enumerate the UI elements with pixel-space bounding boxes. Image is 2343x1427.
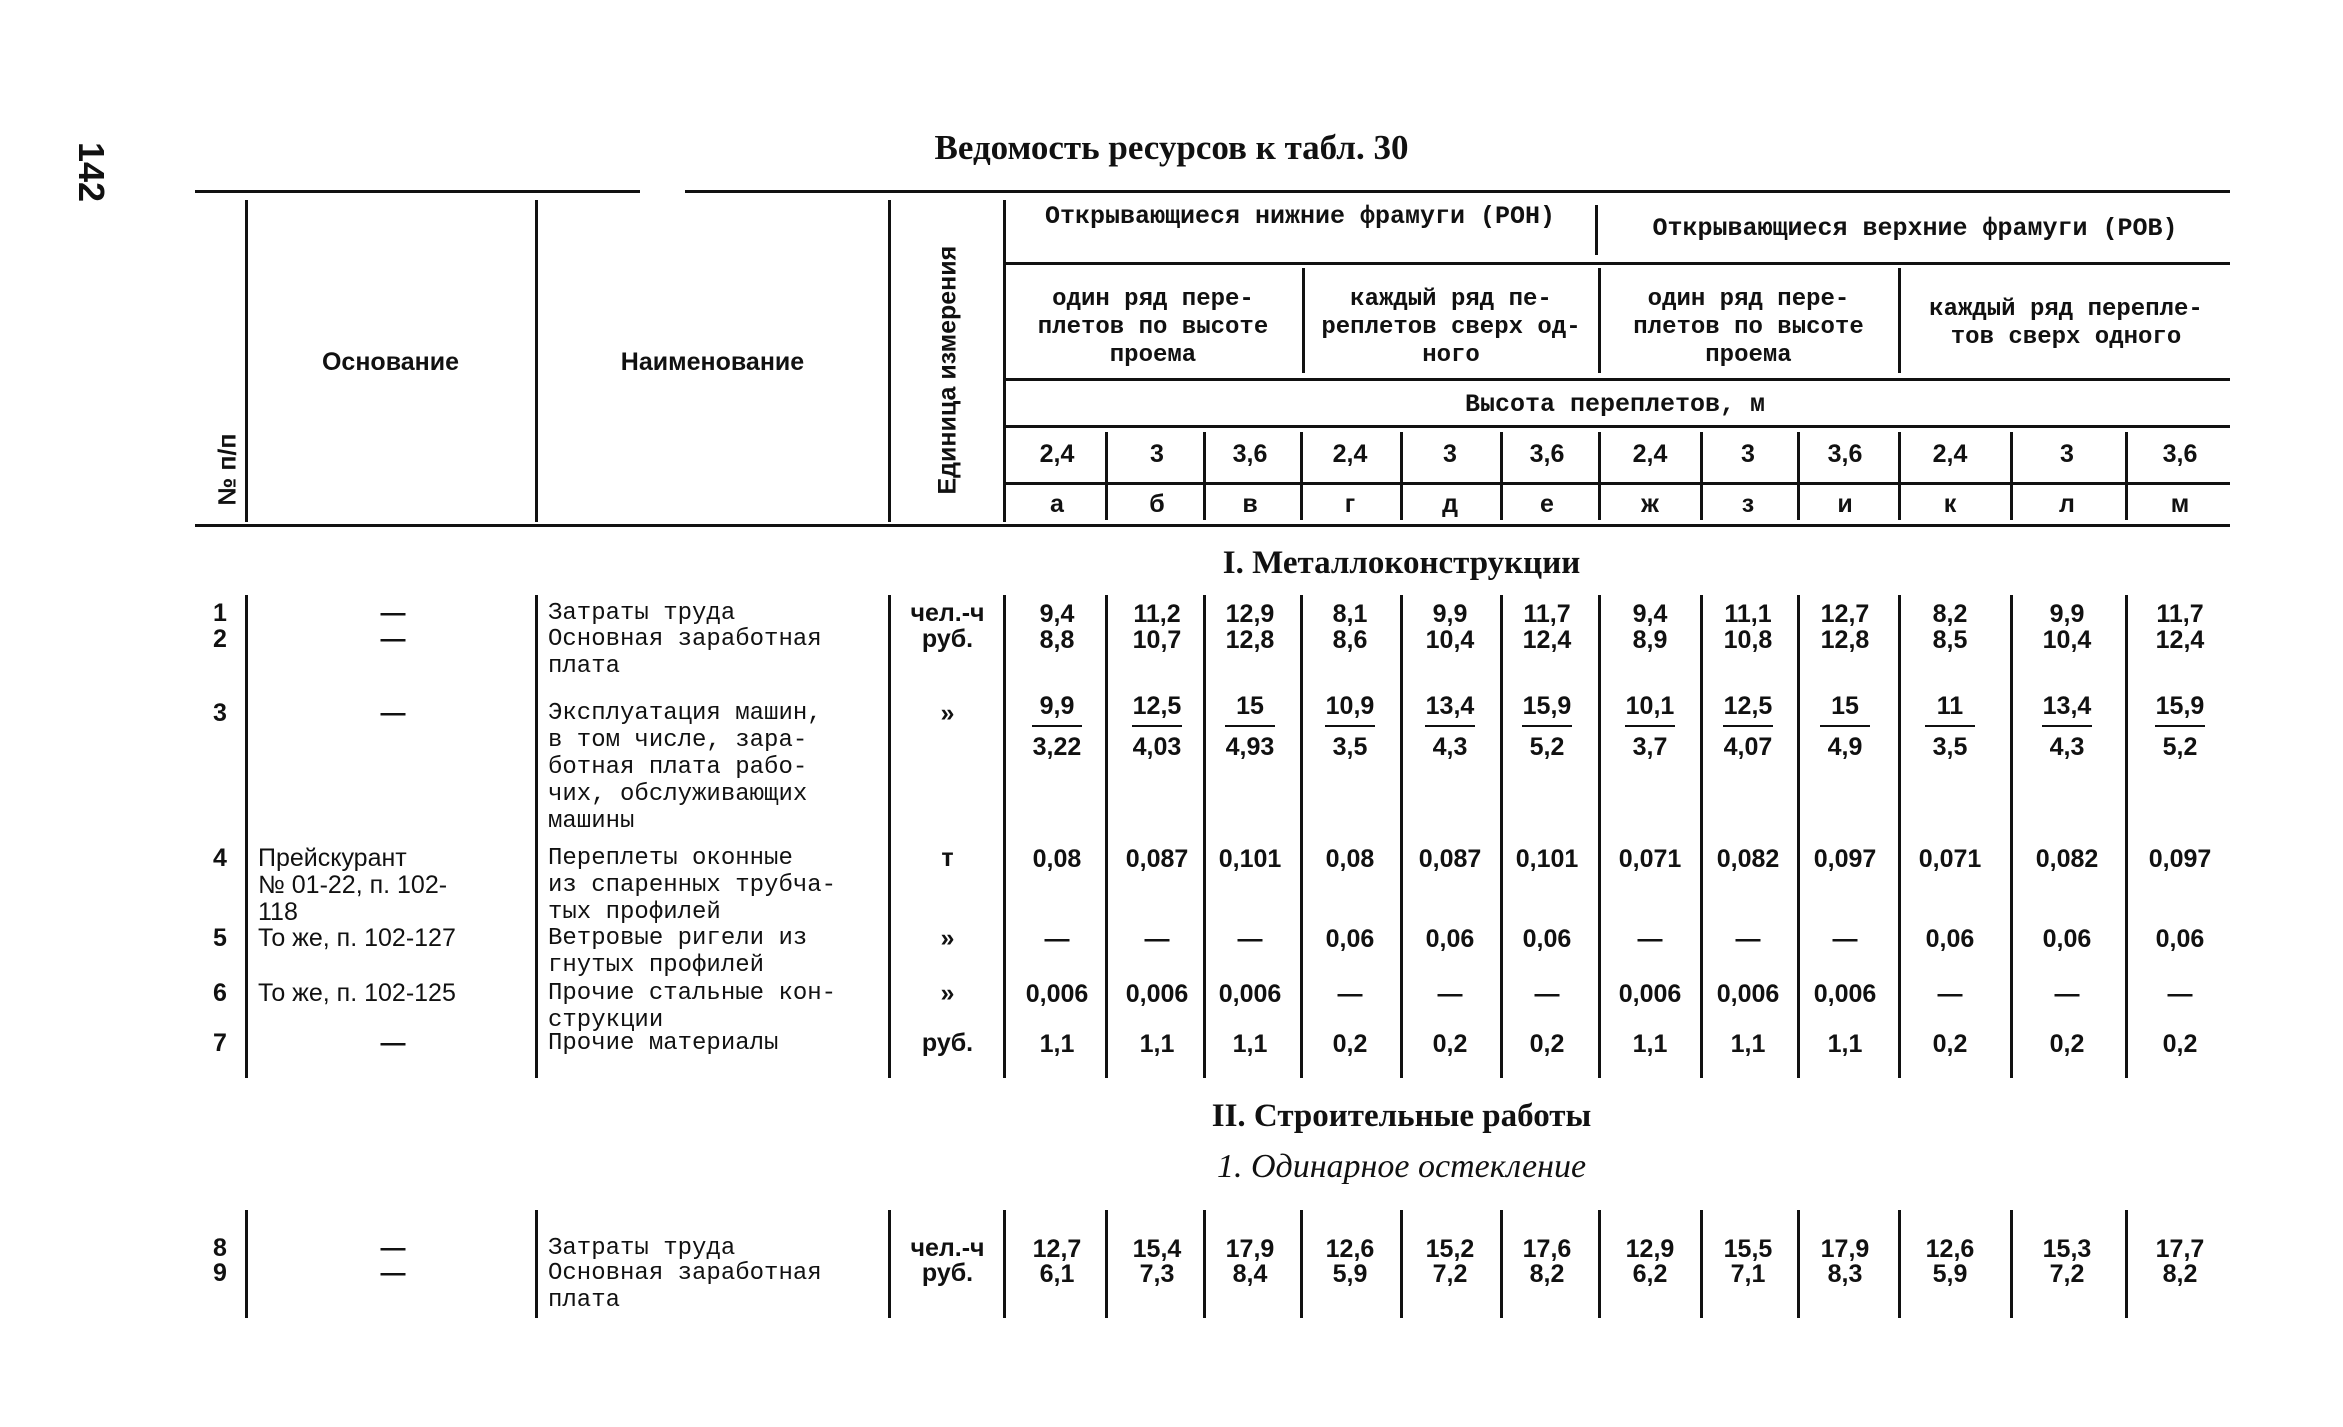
row-value: 0,006 <box>1618 980 1682 1008</box>
row-name-line: струкции <box>548 1007 664 1034</box>
row-value: 0,071 <box>1918 845 1982 873</box>
group-lower: Открывающиеся нижние фрамуги (РОН) <box>1044 202 1556 231</box>
height-cell: 3,6 <box>1232 440 1268 468</box>
row-value: — <box>1735 925 1761 953</box>
row-unit: руб. <box>921 1259 974 1287</box>
row-name-line: ботная плата рабо- <box>548 754 808 781</box>
row-value: 1,1 <box>1232 1030 1268 1058</box>
row-value: 15,3 <box>2042 1235 2092 1263</box>
fraction-bottom: 4,03 <box>1132 733 1182 761</box>
fraction-top: 13,4 <box>2042 692 2092 727</box>
letter-rule <box>1003 482 2230 485</box>
row-unit: чел.-ч <box>910 599 985 627</box>
body-value-rule <box>1898 595 1901 1078</box>
row-value: 12,7 <box>1820 600 1870 628</box>
row-name-line: Основная заработная <box>548 626 822 653</box>
body-value-rule <box>1598 1210 1601 1318</box>
row-basis-line: Прейскурант <box>258 844 407 872</box>
header-num: № п/п <box>213 433 242 506</box>
col-rule-3 <box>888 200 891 522</box>
row-value: 0,006 <box>1716 980 1780 1008</box>
row-value: 0,097 <box>2148 845 2212 873</box>
row-number: 6 <box>213 979 227 1007</box>
row-value: 6,2 <box>1632 1260 1668 1288</box>
row-value: 11,7 <box>1523 600 1571 628</box>
row-value: 0,101 <box>1515 845 1579 873</box>
group-split-rule <box>1595 205 1598 255</box>
row-name-line: Затраты труда <box>548 600 736 627</box>
height-cell: 2,4 <box>1932 440 1968 468</box>
row-fraction <box>1109 692 1205 762</box>
row-fraction <box>2132 692 2228 762</box>
row-fraction <box>1402 692 1498 762</box>
row-value: 8,2 <box>1529 1260 1565 1288</box>
row-value: 12,9 <box>1625 1235 1675 1263</box>
fraction-top: 9,9 <box>1032 692 1082 727</box>
row-value: 8,1 <box>1332 600 1368 628</box>
row-fraction <box>2019 692 2115 762</box>
row-unit: » <box>940 979 955 1007</box>
height-col-rule <box>2010 432 2013 520</box>
subgroup-3 <box>1601 286 1896 370</box>
row-number: 3 <box>213 699 227 727</box>
fraction-top: 10,1 <box>1625 692 1675 727</box>
row-value: 15,4 <box>1132 1235 1182 1263</box>
row-value: 0,2 <box>1932 1030 1968 1058</box>
height-col-rule <box>1797 432 1800 520</box>
row-value: 9,4 <box>1039 600 1075 628</box>
header-bottom-rule <box>195 524 2230 527</box>
subgroup-3-line1: один ряд пере- <box>1647 286 1850 313</box>
row-fraction <box>1902 692 1998 762</box>
row-basis-line: 118 <box>258 898 298 926</box>
row-value: — <box>1637 925 1663 953</box>
row-basis: — <box>380 699 406 727</box>
row-value: 10,7 <box>1132 626 1182 654</box>
subgroup-1-line1: один ряд пере- <box>1052 286 1254 313</box>
letter-cell: л <box>2059 490 2075 518</box>
height-col-rule <box>1400 432 1403 520</box>
row-basis: — <box>380 625 406 653</box>
row-name-line: тых профилей <box>548 899 721 926</box>
row-name-line: плата <box>548 653 621 680</box>
row-value: 0,06 <box>2155 925 2205 953</box>
col-rule-2 <box>535 200 538 522</box>
body-value-rule <box>1598 595 1601 1078</box>
row-unit: т <box>941 844 954 872</box>
fraction-bottom: 4,07 <box>1723 733 1773 761</box>
height-cell: 2,4 <box>1039 440 1075 468</box>
letter-cell: ж <box>1641 490 1659 518</box>
subsection-single-glazing: 1. Одинарное остекление <box>1216 1148 1587 1185</box>
row-value: 0,2 <box>1332 1030 1368 1058</box>
height-rule <box>1003 425 2230 428</box>
fraction-top: 12,5 <box>1132 692 1182 727</box>
row-number: 7 <box>213 1029 227 1057</box>
row-name-line: из спаренных трубча- <box>548 872 837 899</box>
row-value: — <box>1832 925 1858 953</box>
header-top-rule-left <box>195 190 640 193</box>
row-value: 8,2 <box>2162 1260 2198 1288</box>
height-col-rule <box>2125 432 2128 520</box>
height-cell: 3 <box>2060 440 2074 468</box>
fraction-top: 13,4 <box>1425 692 1475 727</box>
row-value: 7,2 <box>1432 1260 1468 1288</box>
row-value: 9,9 <box>1432 600 1468 628</box>
fraction-bottom: 5,2 <box>1529 733 1565 761</box>
row-value: 1,1 <box>1827 1030 1863 1058</box>
row-value: 0,101 <box>1218 845 1282 873</box>
subgroup-1-line3: проема <box>1109 342 1197 369</box>
body-col-rule <box>245 1210 248 1318</box>
row-basis: То же, п. 102-125 <box>258 979 456 1007</box>
row-value: 0,08 <box>1032 845 1082 873</box>
row-name-line: плата <box>548 1287 621 1314</box>
row-name-line: Затраты труда <box>548 1235 736 1262</box>
row-value: 7,2 <box>2049 1260 2085 1288</box>
row-name-line: гнутых профилей <box>548 952 765 979</box>
fraction-bottom: 3,5 <box>1932 733 1968 761</box>
fraction-top: 15 <box>1820 692 1870 727</box>
subgroup-2 <box>1305 286 1597 370</box>
subgroup-4 <box>1901 296 2231 352</box>
row-basis-line: № 01-22, п. 102- <box>258 871 448 899</box>
letter-cell: в <box>1242 490 1258 518</box>
row-value: 8,9 <box>1632 626 1668 654</box>
row-value: 10,8 <box>1723 626 1773 654</box>
row-value: 15,5 <box>1723 1235 1773 1263</box>
fraction-bottom: 4,3 <box>1432 733 1468 761</box>
height-col-rule <box>1898 432 1901 520</box>
row-number: 4 <box>213 844 227 872</box>
body-col-rule <box>245 595 248 1078</box>
row-value: 17,6 <box>1522 1235 1572 1263</box>
row-basis: — <box>380 1234 406 1262</box>
body-col-rule <box>888 1210 891 1318</box>
fraction-top: 11 <box>1925 692 1975 727</box>
letter-cell: е <box>1540 490 1554 518</box>
row-unit: руб. <box>921 1029 974 1057</box>
letter-cell: а <box>1050 490 1064 518</box>
row-value: 0,097 <box>1813 845 1877 873</box>
row-value: 10,4 <box>2042 626 2092 654</box>
row-value: — <box>2167 980 2193 1008</box>
row-name-line: Эксплуатация машин, <box>548 700 822 727</box>
row-value: 0,2 <box>1529 1030 1565 1058</box>
letter-cell: к <box>1943 490 1957 518</box>
fraction-bottom: 4,9 <box>1827 733 1863 761</box>
row-fraction <box>1302 692 1398 762</box>
row-number: 5 <box>213 924 227 952</box>
height-col-rule <box>1598 432 1601 520</box>
subgroup-1-line2: плетов по высоте <box>1037 314 1269 341</box>
row-fraction <box>1202 692 1298 762</box>
row-name-line: Прочие материалы <box>548 1030 779 1057</box>
body-value-rule <box>2010 1210 2013 1318</box>
row-value: 0,087 <box>1125 845 1189 873</box>
row-value: 12,8 <box>1820 626 1870 654</box>
fraction-top: 15,9 <box>2155 692 2205 727</box>
height-cell: 3 <box>1150 440 1164 468</box>
row-name-line: Ветровые ригели из <box>548 925 808 952</box>
row-value: — <box>1437 980 1463 1008</box>
height-cell: 3,6 <box>1827 440 1863 468</box>
row-value: 1,1 <box>1632 1030 1668 1058</box>
row-number: 1 <box>213 599 227 627</box>
height-col-rule <box>1300 432 1303 520</box>
page-number: 142 <box>71 142 112 203</box>
row-value: 5,9 <box>1332 1260 1368 1288</box>
row-value: 0,06 <box>1925 925 1975 953</box>
body-value-rule <box>2010 595 2013 1078</box>
fraction-top: 15,9 <box>1522 692 1572 727</box>
row-basis: — <box>380 599 406 627</box>
row-value: 8,4 <box>1232 1260 1268 1288</box>
letter-cell: м <box>2170 490 2190 518</box>
letter-cell: д <box>1442 490 1458 518</box>
row-value: 0,082 <box>2035 845 2099 873</box>
row-value: 0,082 <box>1716 845 1780 873</box>
row-value: — <box>1044 925 1070 953</box>
row-fraction <box>1602 692 1698 762</box>
body-col-rule <box>1003 595 1006 1078</box>
subgroup-2-line3: ного <box>1422 342 1480 369</box>
row-value: — <box>2054 980 2080 1008</box>
row-value: 0,006 <box>1025 980 1089 1008</box>
row-number: 9 <box>213 1259 227 1287</box>
body-col-rule <box>888 595 891 1078</box>
row-value: 7,3 <box>1139 1260 1175 1288</box>
fraction-top: 10,9 <box>1325 692 1375 727</box>
height-cell: 3 <box>1443 440 1457 468</box>
body-value-rule <box>2125 595 2128 1078</box>
row-value: — <box>1937 980 1963 1008</box>
row-value: 12,9 <box>1225 600 1275 628</box>
fraction-bottom: 4,93 <box>1225 733 1275 761</box>
row-value: 15,2 <box>1425 1235 1475 1263</box>
fraction-bottom: 4,3 <box>2049 733 2085 761</box>
row-value: 0,06 <box>1522 925 1572 953</box>
row-value: 17,9 <box>1820 1235 1870 1263</box>
row-value: 17,9 <box>1225 1235 1275 1263</box>
body-value-rule <box>2125 1210 2128 1318</box>
row-value: — <box>1144 925 1170 953</box>
row-value: 8,3 <box>1827 1260 1863 1288</box>
header-basis: Основание <box>321 348 460 376</box>
fraction-bottom: 3,5 <box>1332 733 1368 761</box>
row-value: — <box>1534 980 1560 1008</box>
height-cell: 2,4 <box>1632 440 1668 468</box>
row-value: 12,8 <box>1225 626 1275 654</box>
body-value-rule <box>1105 595 1108 1078</box>
body-col-rule <box>1003 1210 1006 1318</box>
subgroup-4-line1: каждый ряд перепле- <box>1929 296 2203 323</box>
row-name-line: машины <box>548 808 635 835</box>
row-value: 1,1 <box>1730 1030 1766 1058</box>
row-value: 0,2 <box>1432 1030 1468 1058</box>
row-value: 10,4 <box>1425 626 1475 654</box>
row-value: 0,2 <box>2049 1030 2085 1058</box>
header-unit: Единица измерения <box>933 245 962 495</box>
body-col-rule <box>535 1210 538 1318</box>
row-value: 0,006 <box>1813 980 1877 1008</box>
row-basis: — <box>380 1259 406 1287</box>
row-value: 17,7 <box>2155 1235 2205 1263</box>
row-value: 9,4 <box>1632 600 1668 628</box>
row-value: 8,5 <box>1932 626 1968 654</box>
row-value: 0,06 <box>1325 925 1375 953</box>
row-value: 12,7 <box>1032 1235 1082 1263</box>
row-value: 6,1 <box>1039 1260 1075 1288</box>
row-value: 11,1 <box>1724 600 1772 628</box>
row-value: 9,9 <box>2049 600 2085 628</box>
subgroup-2-line1: каждый ряд пе- <box>1350 286 1552 313</box>
height-cell: 3 <box>1741 440 1755 468</box>
group-upper: Открывающиеся верхние фрамуги (РОВ) <box>1652 214 2178 243</box>
row-unit: чел.-ч <box>910 1234 985 1262</box>
row-value: 7,1 <box>1730 1260 1766 1288</box>
row-unit: » <box>940 924 955 952</box>
height-cell: 2,4 <box>1332 440 1368 468</box>
row-value: 0,006 <box>1125 980 1189 1008</box>
body-col-rule <box>535 595 538 1078</box>
row-number: 8 <box>213 1234 227 1262</box>
row-value: — <box>1337 980 1363 1008</box>
group-rule <box>1003 262 2230 265</box>
subgroup-4-line2: тов сверх одного <box>1950 324 2182 351</box>
letter-cell: г <box>1344 490 1356 518</box>
subgroup-1 <box>1006 286 1300 370</box>
row-value: 12,6 <box>1925 1235 1975 1263</box>
row-value: 5,9 <box>1932 1260 1968 1288</box>
row-value: 8,6 <box>1332 626 1368 654</box>
row-value: 1,1 <box>1039 1030 1075 1058</box>
height-col-rule <box>1500 432 1503 520</box>
row-name-line: Прочие стальные кон- <box>548 980 837 1007</box>
fraction-bottom: 3,22 <box>1032 733 1082 761</box>
row-name-line: в том числе, зара- <box>548 727 808 754</box>
letter-cell: б <box>1149 490 1165 518</box>
row-value: 0,08 <box>1325 845 1375 873</box>
row-name-line: Основная заработная <box>548 1260 822 1287</box>
height-cell: 3,6 <box>2162 440 2198 468</box>
height-label: Высота переплетов, м <box>1464 390 1766 419</box>
row-name-line: Переплеты оконные <box>548 845 793 872</box>
row-unit: руб. <box>921 625 974 653</box>
row-value: 8,2 <box>1932 600 1968 628</box>
row-value: 0,006 <box>1218 980 1282 1008</box>
subgroup-3-line2: плетов по высоте <box>1633 314 1864 341</box>
row-value: 11,2 <box>1133 600 1181 628</box>
row-name-line: чих, обслуживающих <box>548 781 808 808</box>
row-value: 11,7 <box>2156 600 2204 628</box>
row-value: 1,1 <box>1139 1030 1175 1058</box>
row-value: 0,06 <box>1425 925 1475 953</box>
height-cell: 3,6 <box>1529 440 1565 468</box>
row-value: 0,071 <box>1618 845 1682 873</box>
row-fraction <box>1499 692 1595 762</box>
row-value: 0,06 <box>2042 925 2092 953</box>
body-value-rule <box>1105 1210 1108 1318</box>
section-construction: II. Строительные работы <box>1211 1098 1592 1134</box>
row-value: 8,8 <box>1039 626 1075 654</box>
row-fraction <box>1797 692 1893 762</box>
row-unit: » <box>940 699 955 727</box>
header-name: Наименование <box>620 348 805 376</box>
fraction-top: 15 <box>1225 692 1275 727</box>
height-col-rule <box>1105 432 1108 520</box>
body-value-rule <box>1898 1210 1901 1318</box>
row-value: 12,6 <box>1325 1235 1375 1263</box>
row-number: 2 <box>213 625 227 653</box>
row-value: 12,4 <box>1522 626 1572 654</box>
row-value: — <box>1237 925 1263 953</box>
height-col-rule <box>1700 432 1703 520</box>
page-title: Ведомость ресурсов к табл. 30 <box>934 128 1409 167</box>
height-col-rule <box>1203 432 1206 520</box>
subgroup-2-line2: реплетов сверх од- <box>1321 314 1581 341</box>
fraction-top: 12,5 <box>1723 692 1773 727</box>
row-basis: — <box>380 1029 406 1057</box>
subgroup-3-line3: проема <box>1705 342 1792 369</box>
letter-cell: и <box>1837 490 1853 518</box>
row-fraction <box>1009 692 1105 762</box>
sub-rule <box>1003 378 2230 381</box>
fraction-bottom: 5,2 <box>2162 733 2198 761</box>
row-value: 12,4 <box>2155 626 2205 654</box>
row-basis: То же, п. 102-127 <box>258 924 456 952</box>
row-value: 0,2 <box>2162 1030 2198 1058</box>
letter-cell: з <box>1741 490 1755 518</box>
section-metal: I. Металлоконструкции <box>1222 545 1581 581</box>
fraction-bottom: 3,7 <box>1632 733 1668 761</box>
row-fraction <box>1700 692 1796 762</box>
header-top-rule-right <box>685 190 2230 193</box>
row-value: 0,087 <box>1418 845 1482 873</box>
